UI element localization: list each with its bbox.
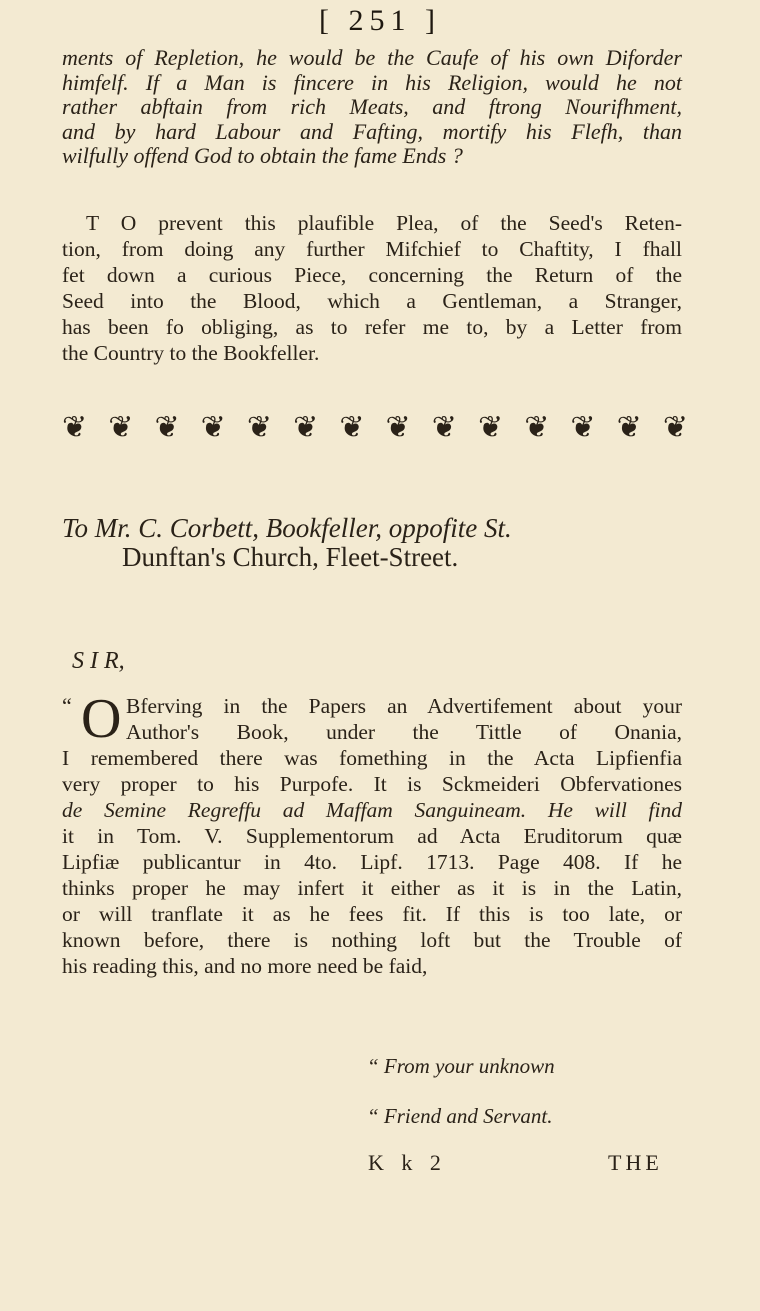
fleuron-icon: ❦ [339,411,365,444]
text-line: the Country to the Bookfeller. [62,341,320,365]
fleuron-icon: ❦ [477,411,504,444]
text-line: tion, from doing any further Mifchief to Chaftity, I fhall [62,237,682,261]
page-number-header: [ 251 ] [319,4,441,37]
fleuron-icon: ❦ [62,411,88,444]
text-line: de Semine Regreffu ad Maffam Sanguineam. He will find [62,798,682,822]
fleuron-icon: ❦ [200,411,226,444]
salutation: S I R, [72,648,125,674]
text-line: thinks proper he may infert it either as it is in the Latin, [62,876,682,900]
fleuron-icon: ❦ [570,411,596,444]
address-line: To Mr. C. Corbett, Bookfeller, oppofite St. [62,513,512,543]
text-line: Seed into the Blood, which a Gentleman, a Stranger, [62,289,682,313]
text-line: T O prevent this plaufible Plea, of the Seed's Reten- [86,211,682,235]
intro-paragraph [62,46,682,169]
text-line: ments of Repletion, he would be the Caufe of his own Diforder [62,45,682,70]
text-line: Author's Book, under the Tittle of Onania, [126,720,682,744]
text-line: very proper to his Purpofe. It is Sckmeideri Obfervationes [62,772,682,796]
letter-address [62,513,682,572]
text-line: Bferving in the Papers an Advertifement about your [126,694,682,718]
catchword: THE [608,1150,663,1175]
fleuron-icon: ❦ [385,411,411,444]
sign-off [367,1041,555,1141]
ornament-band [62,410,688,445]
text-line: and by hard Labour and Fafting, mortify his Flefh, than [62,118,682,144]
fleuron-icon: ❦ [524,411,550,444]
fleuron-icon: ❦ [616,411,642,444]
letter-body [62,688,682,979]
text-line: rather abftain from rich Meats, and ftrong Nourifhment, [62,94,682,119]
fleuron-icon: ❦ [431,411,457,444]
text-line: it in Tom. V. Supplementorum ad Acta Eruditorum quæ [62,824,682,848]
sign-off-line: “ From your unknown [367,1054,555,1078]
text-line: I remembered there was fomething in the Acta Lipfienfia [62,746,682,770]
text-line: Lipfiæ publicantur in 4to. Lipf. 1713. Page 408. If he [62,850,682,874]
sign-off-line: “ Friend and Servant. [367,1104,553,1128]
fleuron-icon: ❦ [154,411,180,444]
fleuron-icon: ❦ [662,411,688,444]
text-line: has been fo obliging, as to refer me to, by a Letter from [62,315,682,339]
fleuron-icon: ❦ [293,411,319,444]
drop-cap: O [81,688,122,750]
fleuron-icon: ❦ [108,411,134,444]
plea-paragraph [62,210,682,366]
address-line: Dunftan's Church, Fleet-Street. [122,541,459,572]
text-line: or will tranflate it as he fees fit. If this is too late, or [62,902,682,926]
text-line: his reading this, and no more need be faid, [62,954,428,978]
fleuron-icon: ❦ [246,411,273,444]
text-line: known before, there is nothing loft but the Trouble of [62,928,682,952]
text-line: fet down a curious Piece, concerning the Return of the [62,263,682,287]
text-line: wilfully offend God to obtain the fame Ends ? [62,143,463,168]
quote-mark: “ [62,693,72,718]
text-line: himfelf. If a Man is fincere in his Religion, would he not [62,69,682,95]
signature-mark: K k 2 [368,1150,447,1175]
